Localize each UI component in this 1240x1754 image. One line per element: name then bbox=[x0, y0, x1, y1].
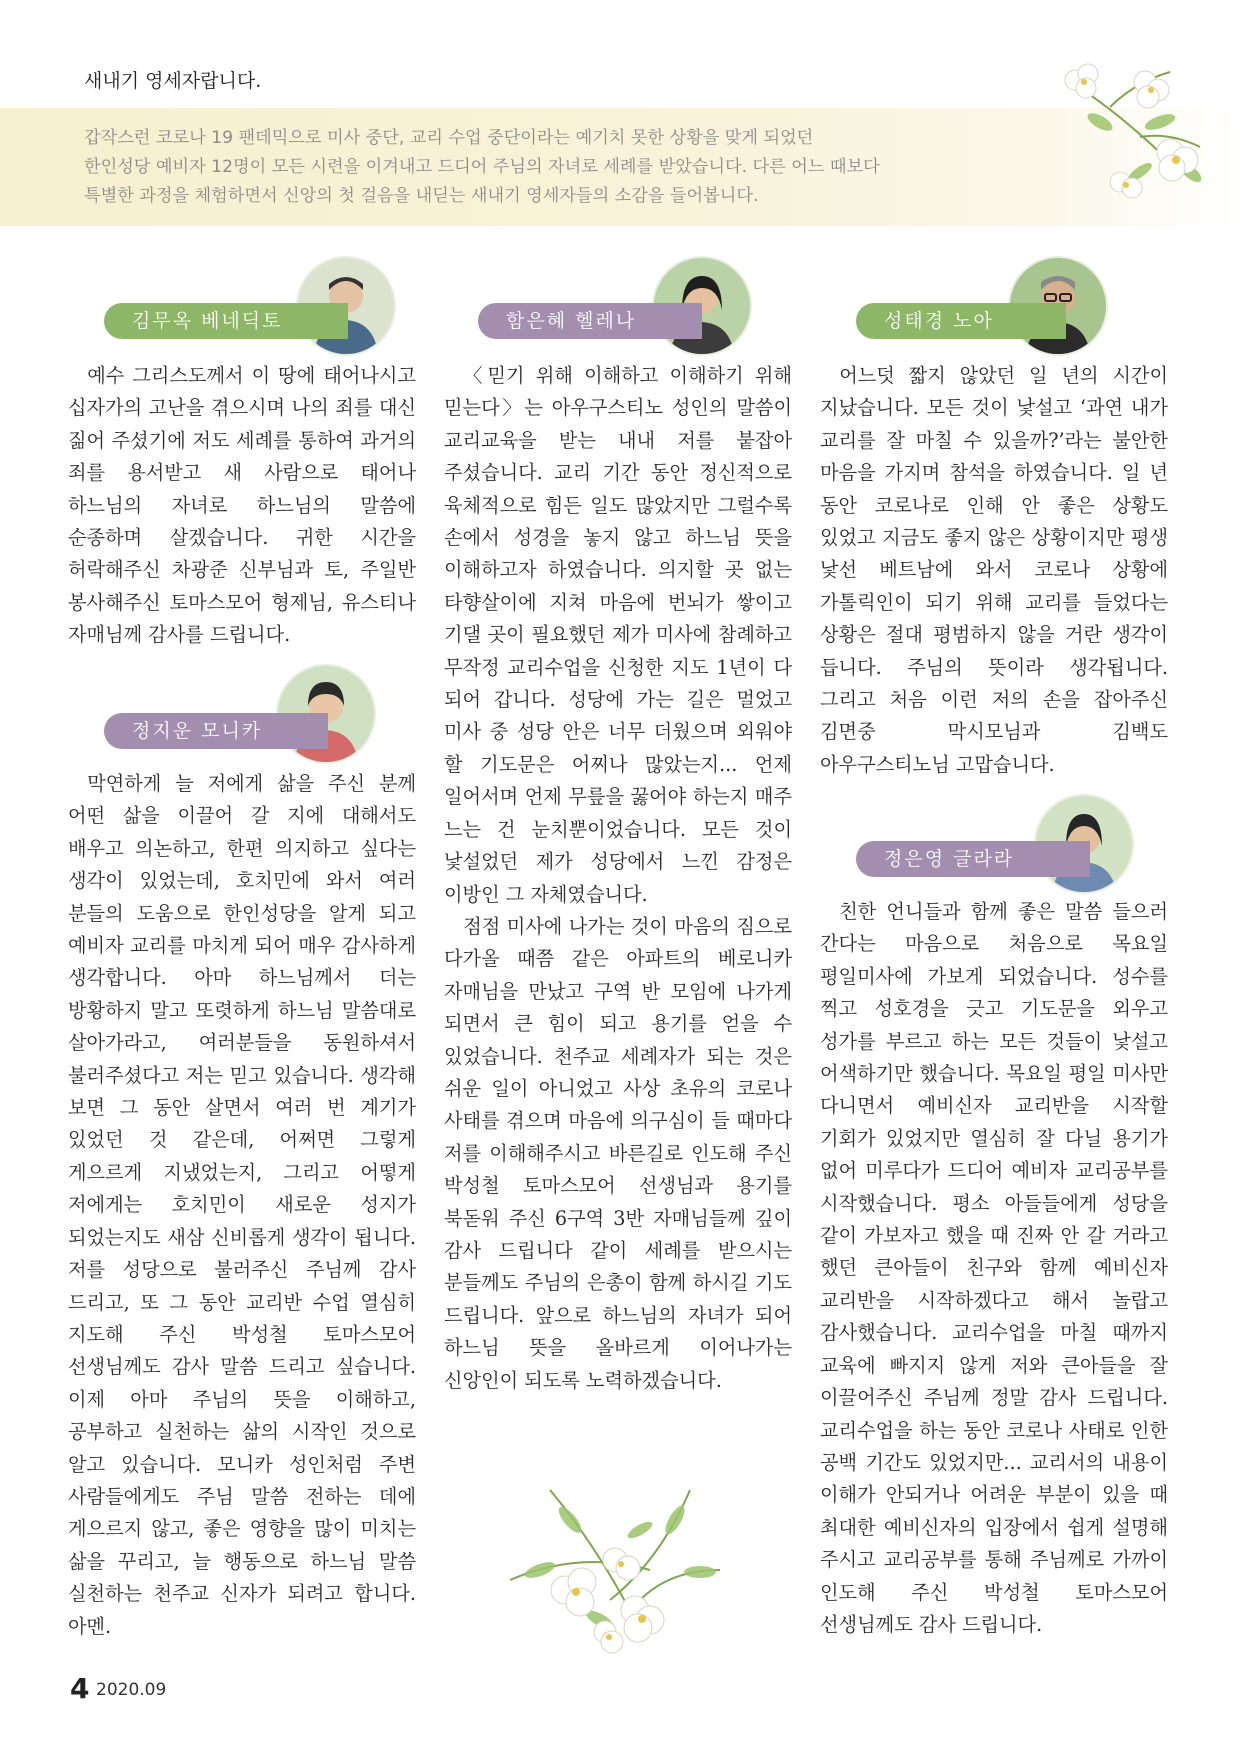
intro-text bbox=[84, 124, 1044, 211]
testimony-seong-taegyeong bbox=[820, 360, 1168, 781]
flower-illustration-top bbox=[1040, 52, 1220, 202]
intro-line: 한인성당 예비자 12명이 모든 시련을 이겨내고 드디어 주님의 자녀로 세례를 받았습니다. 다른 어느 때보다 bbox=[84, 157, 880, 177]
paragraph: 친한 언니들과 함께 좋은 말씀 들으러 간다는 마음으로 처음으로 목요일 평일미사에 가보게 되었습니다. 성수를 찍고 성호경을 긋고 기도문을 외우고 성가를 부르고 하는 모든 것들이 낯설고 어색하기만 했습니다. 목요일 평일 미사만 다니면서 예비신자 교리반을 시작할 기회가 있었지만 열심히 잘 다닐 용기가 없어 미루다가 드디어 예비자 교리공부를 시작했습니다. 평소 아들들에게 성당을 같이 가보자고 했을 때 진짜 안 갈 거라고 했던 큰아들이 친구와 함께 예비신자 교리반을 시작하겠다고 해서 놀랍고 감사했습니다. 교리수업을 마칠 때까지 교육에 빠지지 않게 저와 큰아들을 잘 이끌어주신 주님께 정말 감사 드립니다. 교리수업을 하는 동안 코로나 사태로 인한 공백 기간도 있었지만... 교리서의 내용이 이해가 안되거나 어려운 부분이 있을 때 최대한 예비신자의 입장에서 쉽게 설명해 주시고 교리공부를 통해 주님께로 가까이 인도해 주신 박성철 토마스모어 선생님께도 감사 드립니다. bbox=[820, 900, 1168, 1636]
testimony-kim-muok bbox=[68, 360, 416, 652]
issue-date: 2020.09 bbox=[96, 1680, 167, 1700]
testimony-ham-eunhye bbox=[444, 360, 792, 1397]
flower-illustration-bottom bbox=[490, 1460, 750, 1660]
testimony-jeong-jiun bbox=[68, 768, 416, 1643]
paragraph: 어느덧 짧지 않았던 일 년의 시간이 지났습니다. 모든 것이 낯설고 ‘과연 내가 교리를 잘 마칠 수 있을까?’라는 불안한 마음을 가지며 참석을 하였습니다. 일 년 동안 코로나로 인해 안 좋은 상황도 있었고 지금도 좋지 않은 상황이지만 평생 낯선 베트남에 와서 코로나 상황에 가톨릭인이 되기 위해 교리를 들었다는 상황은 절대 평범하지 않을 거란 생각이 듭니다. 주님의 뜻이라 생각됩니다. 그리고 처음 이런 저의 손을 잡아주신 김면중 막시모님과 김백도 아우구스티노님 고맙습니다. bbox=[820, 364, 1168, 776]
paragraph: 예수 그리스도께서 이 땅에 태어나시고 십자가의 고난을 겪으시며 나의 죄를 대신 짊어 주셨기에 저도 세례를 통하여 과거의 죄를 용서받고 새 사람으로 태어나 하느님의 자녀로 하느님의 말씀에 순종하며 살겠습니다. 귀한 시간을 허락해주신 차광준 신부님과 토, 주일반 봉사해주신 토마스모어 형제님, 유스티나 자매님께 감사를 드립니다. bbox=[68, 364, 416, 647]
name-badge-jeong-eunyeong: 정은영 글라라 bbox=[856, 841, 1090, 877]
intro-line: 갑작스런 코로나 19 팬데믹으로 미사 중단, 교리 수업 중단이라는 예기치 못한 상황을 맞게 되었던 bbox=[84, 128, 814, 148]
paragraph: 막연하게 늘 저에게 삶을 주신 분께 어떤 삶을 이끌어 갈 지에 대해서도 배우고 의논하고, 한편 의지하고 싶다는 생각이 있었는데, 호치민에 와서 여러 분들의 도움으로 한인성당을 알게 되고 예비자 교리를 마치게 되어 매우 감사하게 생각합니다. 아마 하느님께서 더는 방황하지 말고 또렷하게 하느님 말씀대로 살아가라고, 여러분들을 동원하셔서 불러주셨다고 저는 믿고 있습니다. 생각해 보면 그 동안 살면서 여러 번 계기가 있었던 것 같은데, 어쩌면 그렇게 게으르게 지냈었는지, 그리고 어떻게 저에게는 호치민이 새로운 성지가 되었는지도 새삼 신비롭게 생각이 됩니다. 저를 성당으로 불러주신 주님께 감사 드리고, 또 그 동안 교리반 수업 열심히 지도해 주신 박성철 토마스모어 선생님께도 감사 말씀 드리고 싶습니다. 이제 아마 주님의 뜻을 이해하고, 공부하고 실천하는 삶의 시작인 것으로 알고 있습니다. 모니카 성인처럼 주변 사람들에게도 주님 말씀 전하는 데에 게으르지 않고, 좋은 영향을 많이 미치는 삶을 꾸리고, 늘 행동으로 하느님 말씀 실천하는 천주교 신자가 되려고 합니다. 아멘. bbox=[68, 772, 416, 1638]
page-heading: 새내기 영세자랍니다. bbox=[84, 70, 262, 92]
name-badge-ham-eunhye: 함은혜 헬레나 bbox=[478, 303, 702, 339]
intro-line: 특별한 과정을 체험하면서 신앙의 첫 걸음을 내딛는 새내기 영세자들의 소감을 들어봅니다. bbox=[84, 186, 759, 206]
name-badge-seong-taegyeong: 성태경 노아 bbox=[856, 303, 1066, 339]
page-number: 4 bbox=[70, 1672, 90, 1705]
name-badge-kim-muok: 김무옥 베네딕토 bbox=[104, 303, 348, 339]
name-badge-jeong-jiun: 정지운 모니카 bbox=[104, 713, 328, 749]
paragraph: 〈믿기 위해 이해하고 이해하기 위해 믿는다〉는 아우구스티노 성인의 말씀이 교리교육을 받는 내내 저를 붙잡아 주셨습니다. 교리 기간 동안 정신적으로 육체적으로 힘든 일도 많았지만 그럴수록 손에서 성경을 놓지 않고 하느님 뜻을 이해하고자 하였습니다. 의지할 곳 없는 타향살이에 지쳐 마음에 번뇌가 쌓이고 기댈 곳이 필요했던 제가 미사에 참례하고 무작정 교리수업을 신청한 지도 1년이 다 되어 갑니다. 성당에 가는 길은 멀었고 미사 중 성당 안은 너무 더웠으며 외워야 할 기도문은 어찌나 많았는지... 언제 일어서며 언제 무릎을 꿇어야 하는지 매주 느는 건 눈치뿐이었습니다. 모든 것이 낯설었던 제가 성당에서 느낀 감정은 이방인 그 자체였습니다. bbox=[444, 364, 792, 906]
paragraph: 점점 미사에 나가는 것이 마음의 짐으로 다가올 때쯤 같은 아파트의 베로니카 자매님을 만났고 구역 반 모임에 나가게 되면서 큰 힘이 되고 용기를 얻을 수 있었습니다. 천주교 세례자가 되는 것은 쉬운 일이 아니었고 사상 초유의 코로나 사태를 겪으며 마음에 의구심이 들 때마다 저를 이해해주시고 바른길로 인도해 주신 박성철 토마스모어 선생님과 용기를 북돋워 주신 6구역 3반 자매님들께 깊이 감사 드립니다 같이 세례를 받으시는 분들께도 주님의 은총이 함께 하시길 기도 드립니다. 앞으로 하느님의 자녀가 되어 하느님 뜻을 올바르게 이어나가는 신앙인이 되도록 노력하겠습니다. bbox=[444, 914, 792, 1392]
testimony-jeong-eunyeong bbox=[820, 896, 1168, 1641]
